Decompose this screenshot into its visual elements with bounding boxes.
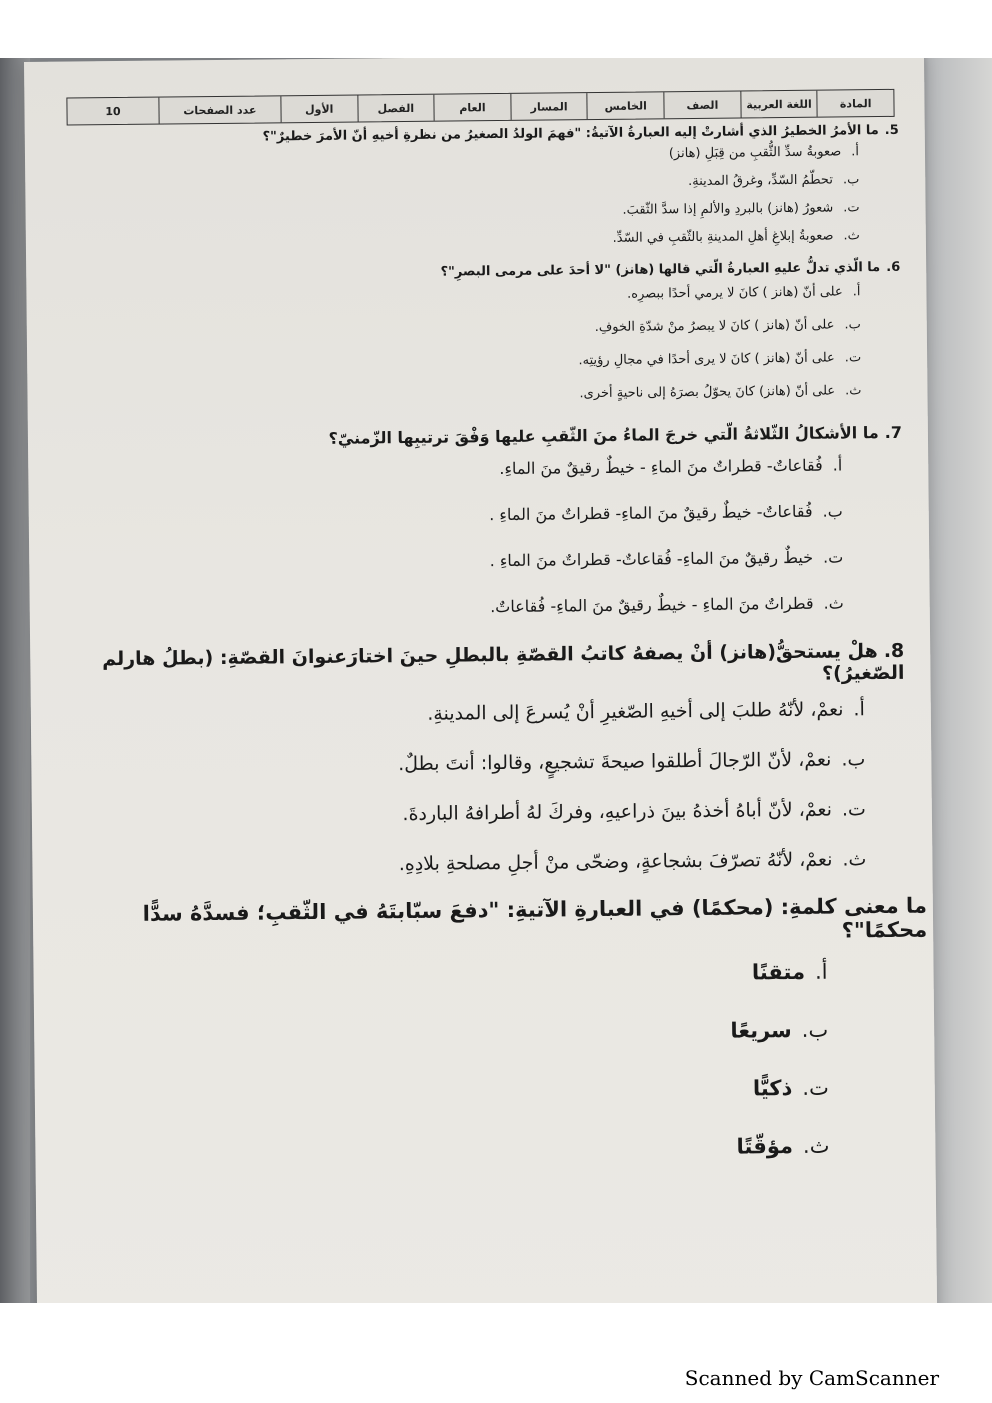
header-cell-subject: اللغة العربية xyxy=(740,91,817,118)
question-7 xyxy=(62,423,904,635)
option-text: على أنّ (هانز ) كانَ لا يبصرُ منْ شدّةِ الخوفِ. xyxy=(594,317,835,336)
option-label: ث. xyxy=(845,383,862,399)
option xyxy=(65,734,865,792)
question-5 xyxy=(59,123,900,259)
option xyxy=(69,1059,830,1125)
option-label: أ. xyxy=(832,455,843,475)
option-text: تحطّمُ السّدِّ، وغرقُ المدينةِ. xyxy=(688,172,833,190)
option-label: ت. xyxy=(822,547,844,567)
header-cell-subject-label: المادة xyxy=(817,90,894,117)
question-number: 6. xyxy=(886,259,901,275)
option xyxy=(61,374,861,415)
question-text: ما الأمرُ الخطيرُ الذي أشارتْ إليه العبارةُ الآتيةُ: "فهمَ الولدُ الصغيرُ من نظرةِ أخيهِ أنّ الأمرَ خطيرٌ"؟ xyxy=(262,123,879,145)
option-label: ث. xyxy=(802,1133,830,1158)
option-text: على أنّ (هانز) كانَ يحوّلُ بصرَهُ إلى ناحيةٍ أخرى. xyxy=(579,383,836,402)
option-label: ب. xyxy=(844,317,861,333)
option xyxy=(66,834,866,892)
scanned-photo xyxy=(0,58,992,1303)
option-text: قطراتٌ منَ الماءِ - خيطٌ رقيقٌ منَ الماءِ- فُقاعاتٌ. xyxy=(490,593,814,617)
question-text: ما الّذي تدلُّ عليهِ العبارةُ الّتي قالها (هانز) "لا أحدَ على مرمى البصرِ"؟ xyxy=(440,260,881,280)
question-text: ما معنى كلمةِ: (محكمًا) في العبارةِ الآتيةِ: "دفعَ سبّابتَهُ في الثّقبِ؛ فسدَّهُ سدًّا محكمًا"؟ xyxy=(142,893,928,943)
option xyxy=(67,943,828,1009)
option-label: ب. xyxy=(842,172,860,188)
header-cell-grade-label: الصف xyxy=(663,92,740,119)
option-text: فُقاعاتٌ- خيطٌ رقيقٌ منَ الماءِ- قطراتٌ منَ الماءِ . xyxy=(489,501,813,525)
option-text: نعمْ، لأنّ الرّجالَ أطلقوا صيحةَ تشجيعٍ، وقالوا: أنتَ بطلٌ. xyxy=(398,748,832,776)
header-cell-grade: الخامس xyxy=(587,92,664,119)
option-label: ث. xyxy=(823,593,844,613)
option xyxy=(66,784,866,842)
option-label: ت. xyxy=(844,350,862,366)
header-cell-term-label: الفصل xyxy=(357,95,434,122)
option xyxy=(63,488,843,542)
option-label: أ. xyxy=(853,698,865,721)
option-label: ب. xyxy=(801,1017,829,1042)
header-cell-term: الأول xyxy=(280,96,357,123)
option-label: ث. xyxy=(842,848,867,871)
option-text: على أنّ (هانز ) كانَ لا يرى أحدًا في مجالِ رؤيتِه. xyxy=(578,350,835,369)
option xyxy=(64,580,844,634)
option-label: أ. xyxy=(814,959,828,984)
exam-sheet xyxy=(24,58,938,1303)
option xyxy=(69,1117,830,1183)
option-label: أ. xyxy=(851,144,860,160)
option xyxy=(63,534,843,588)
header-cell-track: العام xyxy=(434,94,511,121)
question-number: 7. xyxy=(884,422,903,443)
option-text: نعمْ، لأنّ أباهُ أخذهُ بينَ ذراعيهِ، وفركَ لهُ أطرافهُ الباردةَ. xyxy=(402,798,833,826)
option-label: ت. xyxy=(802,1075,829,1100)
question-text: ما الأشكالُ الثّلاثةُ الّتي خرجَ الماءُ منَ الثّقبِ عليها وَفْقَ ترتيبِها الزّمنيّ؟ xyxy=(328,423,879,448)
option-text: خيطٌ رقيقٌ منَ الماءِ- فُقاعاتٌ- قطراتٌ منَ الماءِ . xyxy=(489,547,814,571)
header-cell-pages-label: عدد الصفحات xyxy=(158,96,280,123)
option-text: متقنًا xyxy=(751,959,806,985)
questions xyxy=(59,122,928,1193)
option xyxy=(68,1001,829,1067)
option-label: ب. xyxy=(822,501,843,521)
option-text: نعمْ، لأنّهُ تصرّفَ بشجاعةٍ، وضحّى منْ أجلِ مصلحةِ بلادِهِ. xyxy=(398,848,833,876)
header-table xyxy=(66,89,894,126)
question-number: 8. xyxy=(883,639,905,663)
option-text: سريعًا xyxy=(730,1018,792,1043)
option-label: ب. xyxy=(841,748,866,771)
option-label: ث. xyxy=(843,228,860,244)
question-8 xyxy=(64,640,907,893)
option-text: مؤقّتًا xyxy=(736,1134,794,1159)
scanner-credit: Scanned by CamScanner xyxy=(684,1366,939,1390)
option-label: ت. xyxy=(841,798,866,821)
option-text: صعوبةُ إبلاغِ أهلِ المدينةِ بالثّقبِ في السّدِّ. xyxy=(612,228,834,246)
option-text: صعوبةُ سدِّ الثُّقبِ من قِبَلِ (هانز) xyxy=(668,144,842,162)
header-cell-pages: 10 xyxy=(105,104,121,118)
option-label: أ. xyxy=(852,284,861,300)
option-text: ذكيًّا xyxy=(752,1076,793,1101)
header-cell-track-label: المسار xyxy=(510,93,587,120)
option xyxy=(65,684,865,742)
option-text: شعورُ (هانز) بالبردِ والألمِ إذا سدَّ الثّقبَ. xyxy=(622,200,834,218)
option-text: على أنّ (هانز ) كانَ لا يرمي أحدًا ببصرِه. xyxy=(627,284,843,302)
option xyxy=(62,442,842,496)
question-9 xyxy=(67,893,928,1183)
question-6 xyxy=(60,260,901,416)
option-text: نعمْ، لأنّهُ طلبَ إلى أخيهِ الصّغيرِ أنْ يُسرعَ إلى المدينةِ. xyxy=(427,698,844,725)
option-label: ت. xyxy=(843,200,860,216)
question-text: هلْ يستحقُّ(هانز) أنْ يصفهُ كاتبُ القصّةِ بالبطلِ حينَ اختارَعنوانَ القصّةِ: (بطلُ هارلم الصّغيرُ)؟ xyxy=(102,640,905,685)
question-number: 5. xyxy=(884,122,899,138)
option-text: فُقاعاتٌ- قطراتٌ منَ الماءِ - خيطٌ رقيقٌ منَ الماءِ. xyxy=(499,455,823,479)
